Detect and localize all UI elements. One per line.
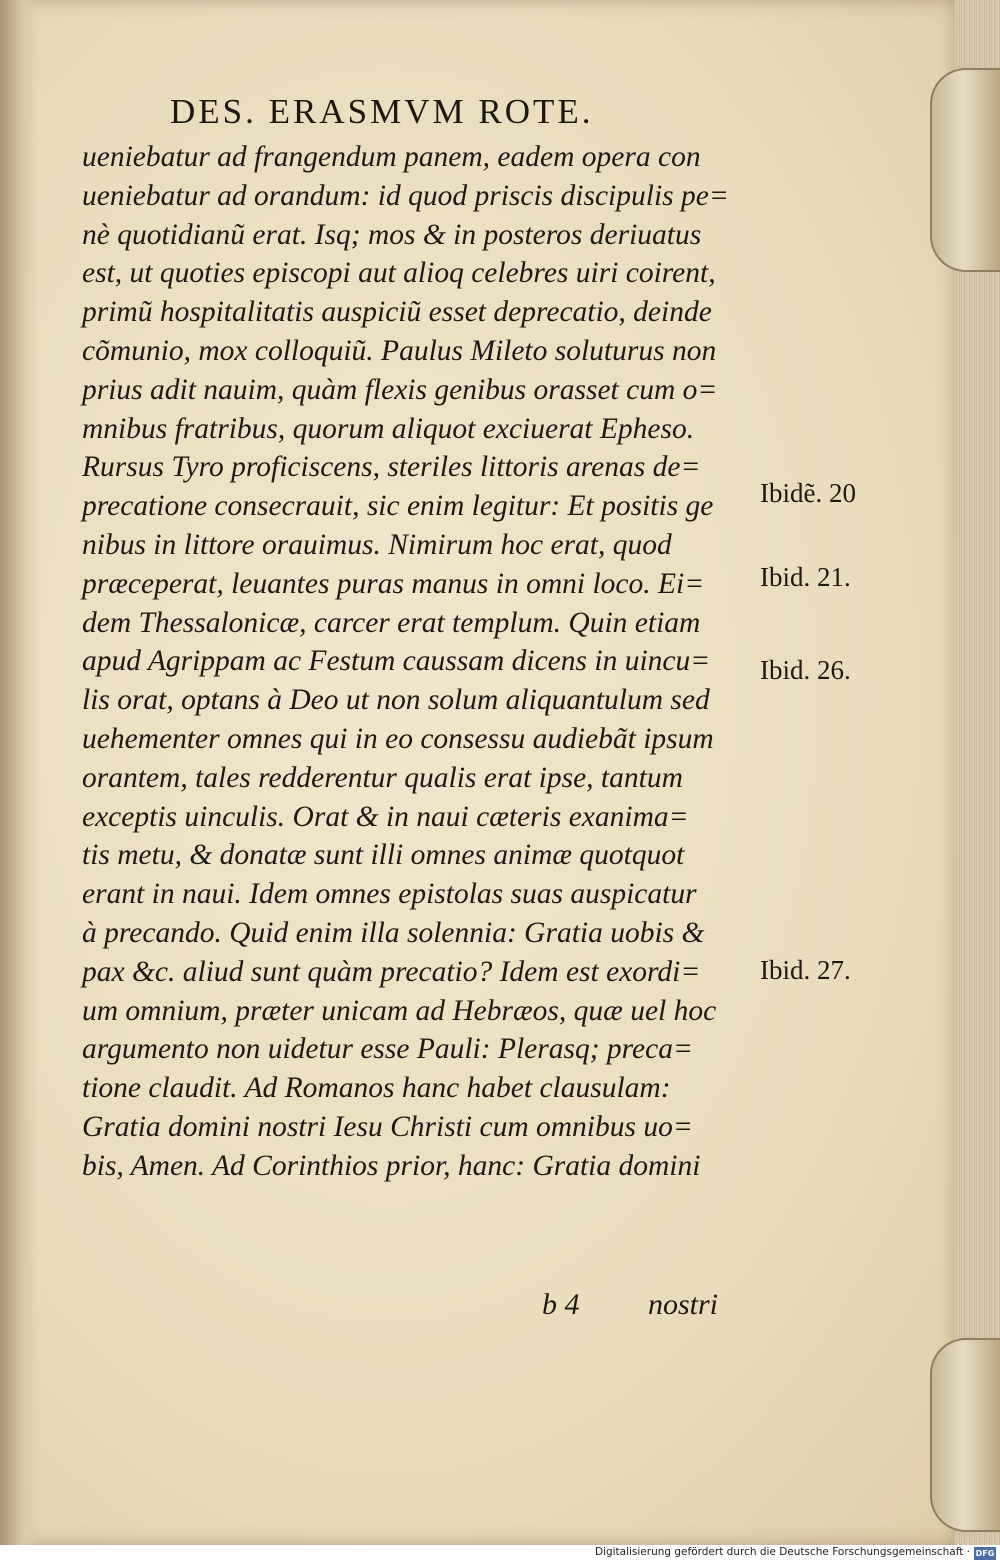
text-line: exceptis uinculis. Orat & in naui cæteris exanima= bbox=[82, 800, 689, 833]
margin-note: Ibidẽ. 20 bbox=[760, 478, 856, 508]
text-line: tione claudit. Ad Romanos hanc habet clausulam: bbox=[82, 1072, 671, 1105]
text-line: orantem, tales redderentur qualis erat ipse, tantum bbox=[82, 761, 683, 794]
credit-bar bbox=[0, 1545, 1000, 1562]
text-line: mnibus fratribus, quorum aliquot exciuerat Epheso. bbox=[82, 412, 695, 445]
signature-mark: b 4 bbox=[542, 1288, 580, 1321]
text-line: dem Thessalonicæ, carcer erat templum. Quin etiam bbox=[82, 606, 701, 639]
credit-text: Digitalisierung gefördert durch die Deutsche Forschungsgemeinschaft · bbox=[594, 1546, 970, 1558]
page-footer bbox=[0, 1288, 968, 1328]
text-line: argumento non uidetur esse Pauli: Plerasq; preca= bbox=[82, 1033, 693, 1066]
text-line: ueniebatur ad orandum: id quod priscis discipulis pe= bbox=[82, 179, 729, 212]
text-line: prius adit nauim, quàm flexis genibus orasset cum o= bbox=[82, 373, 718, 406]
text-line: Gratia domini nostri Iesu Christi cum omnibus uo= bbox=[82, 1110, 693, 1143]
text-line: bis, Amen. Ad Corinthios prior, hanc: Gratia domini bbox=[82, 1149, 701, 1182]
catchword: nostri bbox=[648, 1288, 719, 1321]
text-line: à precando. Quid enim illa solennia: Gratia uobis & bbox=[82, 916, 705, 949]
text-line: nibus in littore orauimus. Nimirum hoc erat, quod bbox=[82, 528, 672, 561]
text-line: apud Agrippam ac Festum caussam dicens in uincu= bbox=[82, 645, 711, 678]
text-line: um omnium, præter unicam ad Hebræos, quæ uel hoc bbox=[82, 994, 717, 1027]
text-line: Rursus Tyro proficiscens, steriles littoris arenas de= bbox=[82, 451, 701, 484]
text-line: primũ hospitalitatis auspiciũ esset deprecatio, deinde bbox=[82, 296, 712, 329]
margin-note: Ibid. 21. bbox=[760, 562, 851, 592]
text-line: lis orat, optans à Deo ut non solum aliquantulum sed bbox=[82, 684, 710, 717]
text-line: præceperat, leuantes puras manus in omni loco. Ei= bbox=[82, 567, 705, 600]
text-line: pax &c. aliud sunt quàm precatio? Idem est exordi= bbox=[82, 955, 701, 988]
text-line: cõmunio, mox colloquiũ. Paulus Mileto soluturus non bbox=[82, 334, 717, 367]
upper-clasp bbox=[930, 68, 1000, 272]
margin-note: Ibid. 27. bbox=[760, 955, 851, 985]
text-line: precatione consecrauit, sic enim legitur: Et positis ge bbox=[82, 490, 714, 523]
lower-clasp bbox=[930, 1338, 1000, 1532]
dfg-logo-icon: DFG bbox=[975, 1549, 995, 1558]
text-line: erant in naui. Idem omnes epistolas suas auspicatur bbox=[82, 878, 697, 911]
text-line: ueniebatur ad frangendum panem, eadem opera con bbox=[82, 141, 701, 173]
running-head: DES. ERASMVM ROTE. bbox=[170, 92, 594, 131]
text-line: nè quotidianũ erat. Isq; mos & in posteros deriuatus bbox=[82, 218, 702, 251]
text-line: uehementer omnes qui in eo consessu audiebãt ipsum bbox=[82, 722, 714, 755]
body-text bbox=[82, 138, 772, 1186]
margin-note: Ibid. 26. bbox=[760, 655, 851, 685]
text-line: est, ut quoties episcopi aut alioq celebres uiri coirent, bbox=[82, 257, 716, 290]
text-line: tis metu, & donatæ sunt illi omnes animæ quotquot bbox=[82, 839, 685, 872]
